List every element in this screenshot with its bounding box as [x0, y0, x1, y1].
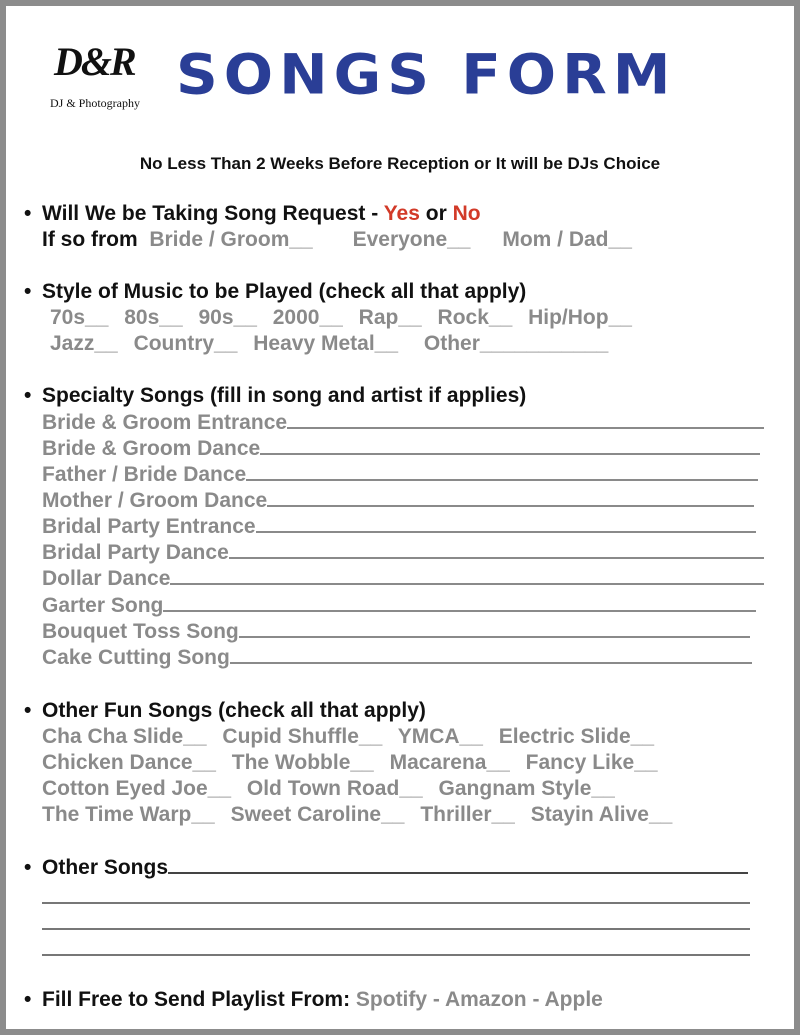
specialty-row[interactable]	[42, 646, 752, 670]
fun-song[interactable]: Chicken Dance__	[42, 751, 216, 774]
requests-heading: Will We be Taking Song Request -	[42, 202, 379, 225]
fun-row-1	[42, 725, 654, 749]
style-2000[interactable]: 2000__	[272, 306, 343, 329]
logo-subtitle: DJ & Photography	[50, 96, 140, 110]
specialty-row[interactable]	[42, 594, 756, 618]
option-bride-groom[interactable]: Bride / Groom__	[149, 228, 313, 251]
specialty-label: Bouquet Toss Song	[42, 620, 239, 643]
specialty-row[interactable]	[42, 620, 750, 644]
style-80s[interactable]: 80s__	[124, 306, 183, 329]
option-everyone[interactable]: Everyone__	[352, 228, 471, 251]
style-jazz[interactable]: Jazz__	[50, 332, 118, 355]
specialty-label: Dollar Dance	[42, 567, 171, 590]
style-rock[interactable]: Rock__	[437, 306, 513, 329]
specialty-row[interactable]	[42, 515, 756, 539]
fun-row-3	[42, 777, 615, 801]
fun-song[interactable]: Cotton Eyed Joe__	[42, 777, 232, 800]
bullet-icon: •	[24, 280, 32, 303]
specialty-row[interactable]	[42, 489, 754, 513]
fun-song[interactable]: Gangnam Style__	[438, 777, 615, 800]
fun-song[interactable]: The Time Warp__	[42, 803, 215, 826]
fill-line[interactable]	[170, 567, 764, 585]
fun-song[interactable]: Thriller__	[420, 803, 515, 826]
fun-song[interactable]: Cha Cha Slide__	[42, 725, 207, 748]
bullet-icon: •	[24, 699, 32, 722]
style-hiphop[interactable]: Hip/Hop__	[528, 306, 632, 329]
fill-line[interactable]	[239, 620, 750, 638]
option-mom-dad[interactable]: Mom / Dad__	[502, 228, 632, 251]
fun-song[interactable]: Electric Slide__	[498, 725, 655, 748]
fill-line[interactable]	[260, 437, 760, 455]
specialty-label: Mother / Groom Dance	[42, 489, 268, 512]
requests-line	[24, 202, 481, 226]
or-text: or	[425, 202, 447, 225]
fun-song[interactable]: Old Town Road__	[246, 777, 423, 800]
specialty-label: Garter Song	[42, 594, 164, 617]
other-songs-blank[interactable]	[42, 882, 750, 904]
style-90s[interactable]: 90s__	[198, 306, 257, 329]
page-title: SONGS FORM	[176, 42, 677, 107]
fun-song[interactable]: YMCA__	[397, 725, 483, 748]
specialty-row[interactable]	[42, 541, 764, 565]
style-rap[interactable]: Rap__	[358, 306, 422, 329]
fun-song[interactable]: Macarena__	[389, 751, 510, 774]
specialty-label: Father / Bride Dance	[42, 463, 247, 486]
style-70s[interactable]: 70s__	[50, 306, 109, 329]
fill-line[interactable]	[246, 463, 758, 481]
style-row-2	[50, 332, 608, 356]
other-songs-blank[interactable]	[42, 934, 750, 956]
fun-song[interactable]: Fancy Like__	[525, 751, 658, 774]
playlist-services: Spotify - Amazon - Apple	[355, 988, 603, 1011]
no-option[interactable]: No	[452, 202, 481, 225]
dr-logo	[50, 36, 160, 126]
bullet-icon: •	[24, 856, 32, 879]
specialty-row[interactable]	[42, 567, 764, 591]
fill-line[interactable]	[267, 489, 754, 507]
specialty-row[interactable]	[42, 463, 758, 487]
fun-song[interactable]: Cupid Shuffle__	[222, 725, 383, 748]
bullet-icon: •	[24, 202, 32, 225]
other-songs-blank[interactable]	[168, 856, 748, 874]
bullet-icon: •	[24, 384, 32, 407]
other-songs-blank[interactable]	[42, 908, 750, 930]
other-songs-heading: Other Songs	[42, 856, 169, 879]
style-other[interactable]: Other___________	[423, 332, 609, 355]
other-songs-line	[24, 856, 748, 880]
fill-line[interactable]	[287, 411, 764, 429]
fun-heading-line	[24, 699, 426, 723]
logo-mark: D&R	[54, 39, 135, 84]
specialty-heading-line	[24, 384, 526, 408]
playlist-heading: Fill Free to Send Playlist From:	[42, 988, 351, 1011]
style-heading-line	[24, 280, 526, 304]
fun-song[interactable]: The Wobble__	[231, 751, 374, 774]
specialty-heading: Specialty Songs (fill in song and artist if applies)	[42, 384, 527, 407]
specialty-row[interactable]	[42, 437, 760, 461]
fill-line[interactable]	[163, 594, 756, 612]
fun-row-2	[42, 751, 658, 775]
style-heading: Style of Music to be Played (check all that apply)	[42, 280, 527, 303]
requests-from-line	[24, 228, 632, 252]
fun-heading: Other Fun Songs (check all that apply)	[42, 699, 426, 722]
specialty-label: Bridal Party Entrance	[42, 515, 256, 538]
fill-line[interactable]	[229, 541, 764, 559]
style-country[interactable]: Country__	[133, 332, 238, 355]
specialty-label: Cake Cutting Song	[42, 646, 230, 669]
bullet-icon: •	[24, 988, 32, 1011]
fun-song[interactable]: Sweet Caroline__	[230, 803, 405, 826]
if-so-label: If so from	[42, 228, 138, 251]
yes-option[interactable]: Yes	[383, 202, 420, 225]
specialty-label: Bride & Groom Entrance	[42, 411, 288, 434]
specialty-label: Bride & Groom Dance	[42, 437, 261, 460]
specialty-row[interactable]	[42, 411, 764, 435]
fill-line[interactable]	[230, 646, 752, 664]
fill-line[interactable]	[256, 515, 756, 533]
playlist-line	[24, 988, 603, 1012]
specialty-label: Bridal Party Dance	[42, 541, 229, 564]
fun-row-4	[42, 803, 672, 827]
style-heavy-metal[interactable]: Heavy Metal__	[253, 332, 399, 355]
fun-song[interactable]: Stayin Alive__	[530, 803, 673, 826]
style-row-1	[50, 306, 632, 330]
deadline-note: No Less Than 2 Weeks Before Reception or It will be DJs Choice	[139, 154, 661, 173]
